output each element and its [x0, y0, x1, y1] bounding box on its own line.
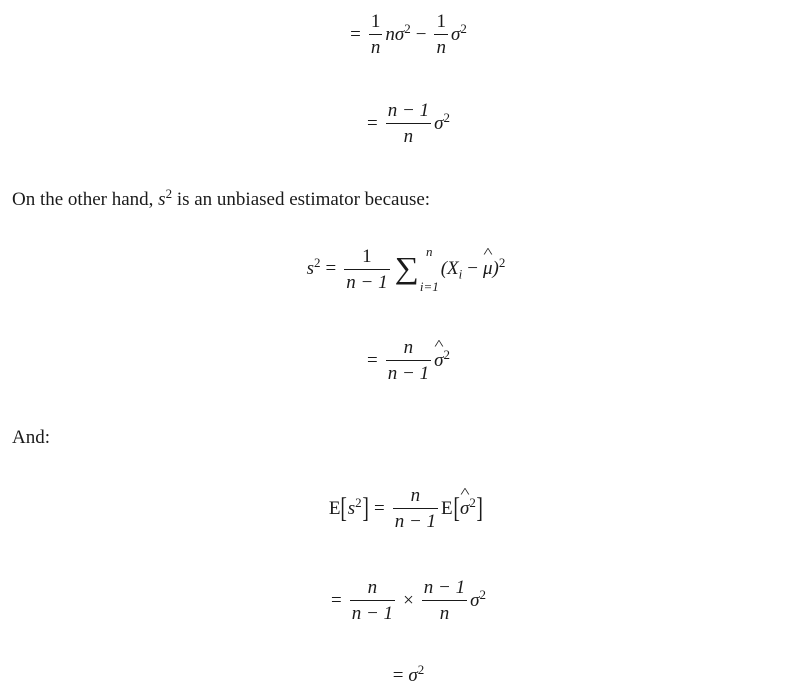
equals-sign: =: [325, 258, 337, 279]
sigma-hat-squared: ^ $\sigma^2$: [434, 350, 450, 372]
left-bracket: [: [340, 492, 348, 524]
paragraph-unbiased: On the other hand, $s^2$ is an unbiased estimator because:: [12, 185, 431, 210]
equation-line-1: [0, 12, 812, 57]
s-squared: $s^2$: [306, 254, 321, 279]
expectation-operator: E: [441, 497, 453, 519]
summation: [395, 245, 439, 293]
right-bracket: ]: [476, 492, 483, 524]
minus-sign: −: [467, 258, 478, 279]
fraction-n-over-n-minus-1: $\frac{n}{n - 1}$: [351, 577, 394, 624]
fraction-one-over-n: $\frac{1}{n}$: [370, 11, 381, 58]
fraction-n-over-n-minus-1: $\frac{n}{n - 1}$: [394, 485, 437, 532]
s-squared-inline: $s^2$: [158, 185, 173, 210]
close-paren-squared: )$^2$: [492, 254, 506, 279]
sigma-hat-squared: ^ $\sigma^2$: [460, 498, 476, 520]
minus-sign: −: [415, 23, 427, 45]
sum-lower-limit: i=1: [419, 279, 439, 294]
equals-sign: =: [373, 497, 385, 519]
equation-line-7: [0, 661, 812, 687]
equals-sign: =: [331, 589, 342, 611]
right-bracket: ]: [362, 492, 369, 524]
equals-sign: =: [367, 112, 378, 134]
fraction-n-over-n-minus-1: $\frac{n}{n - 1}$: [387, 337, 430, 384]
fraction-one-over-n-2: $\frac{1}{n}$: [436, 11, 446, 58]
sigma-squared: $\sigma^2$: [408, 661, 425, 686]
equation-line-6: [0, 578, 812, 623]
equation-line-5: [0, 486, 812, 531]
equation-line-2: [0, 101, 812, 146]
n-sigma-term: $n\sigma^2$: [385, 20, 411, 45]
s-squared: $s^2$: [347, 494, 362, 519]
times-sign: ×: [403, 589, 414, 611]
equals-sign: =: [392, 665, 404, 686]
equals-sign: =: [350, 23, 361, 45]
equation-line-4: [0, 338, 812, 383]
expectation-operator: E: [328, 497, 341, 519]
fraction-n-minus-1-over-n: $\frac{n - 1}{n}$: [387, 100, 430, 147]
sum-upper-limit: n: [426, 244, 433, 259]
equation-line-3: [0, 245, 812, 293]
fraction-one-over-n-minus-1: $\frac{1}{n - 1}$: [346, 245, 388, 293]
paragraph-and: And:: [12, 427, 50, 448]
mu-hat: ^ μ: [483, 258, 493, 280]
sigma-squared: $\sigma^2$: [434, 109, 450, 134]
sigma-squared: $\sigma^2$: [470, 586, 486, 611]
deviation-term: ($X_i$: [440, 258, 463, 282]
equals-sign: =: [367, 349, 378, 371]
left-bracket: [: [453, 492, 460, 524]
fraction-n-minus-1-over-n: $\frac{n - 1}{n}$: [423, 577, 466, 624]
summation-sigma-icon: ∑: [394, 251, 419, 286]
sigma-squared: $\sigma^2$: [450, 20, 467, 45]
